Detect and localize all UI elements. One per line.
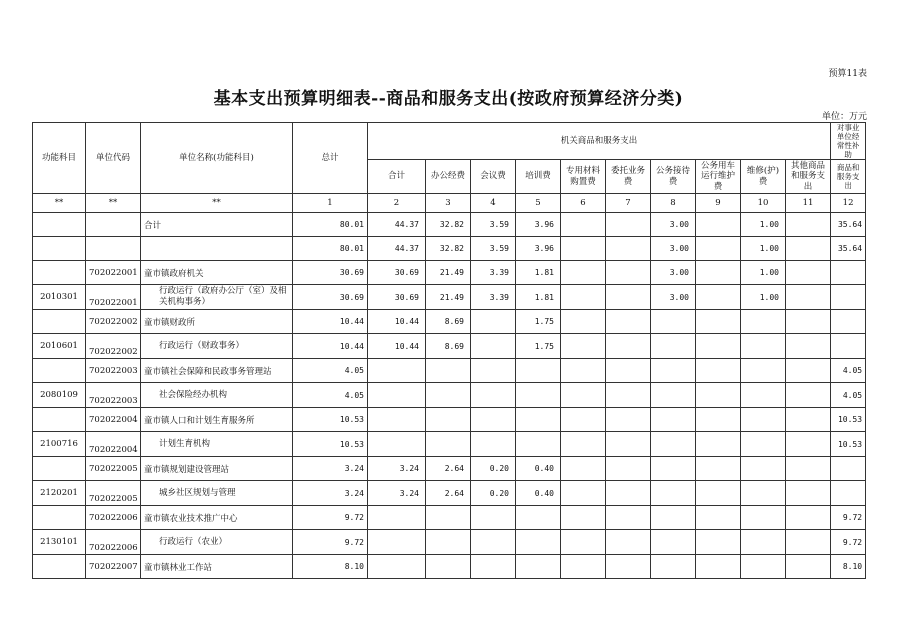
index-cell: 12 <box>831 194 866 213</box>
func-subject-cell: 2010601 <box>33 334 86 359</box>
amount-cell <box>786 359 831 383</box>
index-cell: 8 <box>651 194 696 213</box>
amount-cell <box>561 285 606 310</box>
amount-cell <box>786 481 831 506</box>
amount-cell <box>831 457 866 481</box>
amount-cell: 35.64 <box>831 237 866 261</box>
amount-cell <box>426 555 471 579</box>
amount-cell <box>741 481 786 506</box>
amount-cell <box>606 237 651 261</box>
amount-cell <box>471 530 516 555</box>
unit-name-cell: 行政运行（政府办公厅（室）及相关机构事务） <box>141 285 293 310</box>
amount-cell: 8.69 <box>426 334 471 359</box>
amount-cell: 3.24 <box>368 457 426 481</box>
subheader-cell: 办公经费 <box>426 160 471 194</box>
amount-cell: 44.37 <box>368 237 426 261</box>
total-cell: 30.69 <box>293 285 368 310</box>
amount-cell <box>696 213 741 237</box>
total-cell: 30.69 <box>293 261 368 285</box>
index-cell: 1 <box>293 194 368 213</box>
amount-cell: 1.00 <box>741 261 786 285</box>
index-cell: ** <box>33 194 86 213</box>
amount-cell <box>696 457 741 481</box>
table-row <box>33 481 866 506</box>
amount-cell <box>786 310 831 334</box>
subheader-cell: 会议费 <box>471 160 516 194</box>
amount-cell <box>426 359 471 383</box>
amount-cell: 0.40 <box>516 457 561 481</box>
amount-cell: 3.00 <box>651 213 696 237</box>
amount-cell <box>831 310 866 334</box>
amount-cell <box>651 359 696 383</box>
total-cell: 10.53 <box>293 408 368 432</box>
index-cell: 9 <box>696 194 741 213</box>
amount-cell <box>471 310 516 334</box>
amount-cell <box>471 359 516 383</box>
amount-cell: 3.00 <box>651 237 696 261</box>
amount-cell <box>368 506 426 530</box>
table-row <box>33 432 866 457</box>
func-subject-cell <box>33 506 86 530</box>
unit-name-cell: 童市镇社会保障和民政事务管理站 <box>141 359 293 383</box>
amount-cell <box>606 213 651 237</box>
unit-code-cell: 702022004 <box>86 432 141 457</box>
unit-name-cell: 童市镇人口和计划生育服务所 <box>141 408 293 432</box>
func-subject-cell: 2010301 <box>33 285 86 310</box>
amount-cell <box>651 432 696 457</box>
amount-cell: 44.37 <box>368 213 426 237</box>
unit-name-cell: 童市镇林业工作站 <box>141 555 293 579</box>
amount-cell: 4.05 <box>831 359 866 383</box>
total-cell: 10.53 <box>293 432 368 457</box>
amount-cell <box>696 383 741 408</box>
total-cell: 3.24 <box>293 481 368 506</box>
amount-cell <box>606 310 651 334</box>
index-cell: 11 <box>786 194 831 213</box>
amount-cell: 0.20 <box>471 457 516 481</box>
unit-name-cell: 行政运行（财政事务） <box>141 334 293 359</box>
amount-cell <box>606 506 651 530</box>
amount-cell <box>606 555 651 579</box>
amount-cell: 3.39 <box>471 261 516 285</box>
amount-cell <box>471 383 516 408</box>
unit-name-cell: 合计 <box>141 213 293 237</box>
amount-cell: 32.82 <box>426 237 471 261</box>
amount-cell <box>426 530 471 555</box>
amount-cell <box>696 359 741 383</box>
amount-cell <box>831 285 866 310</box>
amount-cell <box>651 383 696 408</box>
amount-cell <box>426 506 471 530</box>
amount-cell <box>696 506 741 530</box>
amount-cell <box>741 506 786 530</box>
unit-code-cell: 702022005 <box>86 457 141 481</box>
amount-cell <box>471 506 516 530</box>
amount-cell <box>831 334 866 359</box>
amount-cell <box>516 555 561 579</box>
amount-cell: 2.64 <box>426 481 471 506</box>
unit-name-cell: 童市镇规划建设管理站 <box>141 457 293 481</box>
amount-cell <box>368 555 426 579</box>
amount-cell: 2.64 <box>426 457 471 481</box>
amount-cell <box>786 213 831 237</box>
amount-cell <box>561 506 606 530</box>
amount-cell: 3.00 <box>651 285 696 310</box>
unit-code-cell: 702022006 <box>86 506 141 530</box>
index-cell: 3 <box>426 194 471 213</box>
amount-cell <box>786 555 831 579</box>
unit-name-cell: 城乡社区规划与管理 <box>141 481 293 506</box>
unit-code-cell <box>86 237 141 261</box>
amount-cell: 3.96 <box>516 237 561 261</box>
amount-cell <box>426 383 471 408</box>
table-body <box>33 213 866 579</box>
index-cell: 10 <box>741 194 786 213</box>
unit-code-cell: 702022004 <box>86 408 141 432</box>
amount-cell: 9.72 <box>831 506 866 530</box>
unit-label: 单位：万元 <box>821 112 867 122</box>
table-row <box>33 237 866 261</box>
func-subject-cell <box>33 359 86 383</box>
header-group-subsidy: 对事业单位经常性补助 <box>831 123 866 160</box>
amount-cell: 1.00 <box>741 237 786 261</box>
amount-cell <box>426 408 471 432</box>
func-subject-cell: 2120201 <box>33 481 86 506</box>
header-total: 总计 <box>293 123 368 194</box>
amount-cell: 3.96 <box>516 213 561 237</box>
index-cell: ** <box>141 194 293 213</box>
table-row <box>33 261 866 285</box>
header-group-goods: 机关商品和服务支出 <box>368 123 831 160</box>
total-cell: 10.44 <box>293 310 368 334</box>
amount-cell <box>786 432 831 457</box>
amount-cell <box>786 530 831 555</box>
amount-cell: 9.72 <box>831 530 866 555</box>
subheader-cell: 培训费 <box>516 160 561 194</box>
total-cell: 4.05 <box>293 359 368 383</box>
func-subject-cell: 2100716 <box>33 432 86 457</box>
amount-cell <box>741 334 786 359</box>
subheader-cell: 专用材料购置费 <box>561 160 606 194</box>
amount-cell: 3.24 <box>368 481 426 506</box>
amount-cell <box>368 408 426 432</box>
amount-cell <box>561 334 606 359</box>
amount-cell: 8.10 <box>831 555 866 579</box>
total-cell: 80.01 <box>293 213 368 237</box>
amount-cell <box>471 334 516 359</box>
amount-cell <box>606 481 651 506</box>
amount-cell: 30.69 <box>368 261 426 285</box>
amount-cell <box>561 481 606 506</box>
func-subject-cell <box>33 261 86 285</box>
amount-cell: 1.00 <box>741 213 786 237</box>
amount-cell <box>368 383 426 408</box>
amount-cell <box>786 506 831 530</box>
amount-cell <box>471 555 516 579</box>
amount-cell: 0.20 <box>471 481 516 506</box>
subheader-cell: 其他商品和服务支出 <box>786 160 831 194</box>
amount-cell <box>606 457 651 481</box>
amount-cell <box>696 237 741 261</box>
amount-cell: 3.39 <box>471 285 516 310</box>
amount-cell <box>786 383 831 408</box>
header-unit-name: 单位名称(功能科目) <box>141 123 293 194</box>
table-row <box>33 359 866 383</box>
amount-cell: 4.05 <box>831 383 866 408</box>
unit-code-cell: 702022003 <box>86 359 141 383</box>
unit-code-cell: 702022006 <box>86 530 141 555</box>
amount-cell: 3.59 <box>471 237 516 261</box>
amount-cell <box>606 359 651 383</box>
header-unit-code: 单位代码 <box>86 123 141 194</box>
amount-cell <box>696 408 741 432</box>
unit-code-cell: 702022002 <box>86 310 141 334</box>
amount-cell: 10.44 <box>368 310 426 334</box>
amount-cell <box>651 481 696 506</box>
amount-cell: 1.00 <box>741 285 786 310</box>
table-row <box>33 383 866 408</box>
amount-cell <box>696 481 741 506</box>
amount-cell <box>741 408 786 432</box>
total-cell: 8.10 <box>293 555 368 579</box>
amount-cell <box>561 530 606 555</box>
unit-name-cell: 社会保险经办机构 <box>141 383 293 408</box>
func-subject-cell <box>33 555 86 579</box>
amount-cell <box>786 457 831 481</box>
amount-cell <box>516 359 561 383</box>
table-row <box>33 457 866 481</box>
unit-code-cell: 702022001 <box>86 285 141 310</box>
amount-cell <box>516 530 561 555</box>
amount-cell: 0.40 <box>516 481 561 506</box>
total-cell: 9.72 <box>293 530 368 555</box>
amount-cell <box>786 237 831 261</box>
func-subject-cell <box>33 457 86 481</box>
amount-cell <box>696 310 741 334</box>
amount-cell <box>651 310 696 334</box>
func-subject-cell <box>33 213 86 237</box>
amount-cell <box>651 555 696 579</box>
amount-cell <box>786 408 831 432</box>
amount-cell <box>696 285 741 310</box>
amount-cell <box>368 530 426 555</box>
unit-code-cell: 702022005 <box>86 481 141 506</box>
unit-name-cell: 童市镇政府机关 <box>141 261 293 285</box>
amount-cell <box>471 408 516 432</box>
amount-cell <box>696 530 741 555</box>
amount-cell <box>606 334 651 359</box>
table-row <box>33 213 866 237</box>
amount-cell <box>561 237 606 261</box>
amount-cell: 3.59 <box>471 213 516 237</box>
amount-cell: 21.49 <box>426 261 471 285</box>
amount-cell: 10.44 <box>368 334 426 359</box>
index-cell: 7 <box>606 194 651 213</box>
amount-cell <box>606 383 651 408</box>
table-row <box>33 408 866 432</box>
subheader-cell: 公务用车运行维护费 <box>696 160 741 194</box>
index-cell: 5 <box>516 194 561 213</box>
table-row <box>33 285 866 310</box>
subheader-cell: 维修(护)费 <box>741 160 786 194</box>
header-func-subject: 功能科目 <box>33 123 86 194</box>
index-row <box>33 194 866 213</box>
subheader-cell: 商品和服务支出 <box>831 160 866 194</box>
amount-cell: 32.82 <box>426 213 471 237</box>
index-cell: 6 <box>561 194 606 213</box>
amount-cell <box>561 213 606 237</box>
amount-cell <box>786 285 831 310</box>
index-cell: 4 <box>471 194 516 213</box>
total-cell: 3.24 <box>293 457 368 481</box>
unit-code-cell: 702022007 <box>86 555 141 579</box>
amount-cell <box>606 261 651 285</box>
amount-cell <box>561 310 606 334</box>
amount-cell <box>651 334 696 359</box>
amount-cell: 1.75 <box>516 334 561 359</box>
subheader-cell: 委托业务费 <box>606 160 651 194</box>
amount-cell <box>651 457 696 481</box>
amount-cell <box>561 408 606 432</box>
page-title: 基本支出预算明细表--商品和服务支出(按政府预算经济分类) <box>213 89 684 109</box>
amount-cell <box>696 261 741 285</box>
subheader-cell: 公务接待费 <box>651 160 696 194</box>
total-cell: 4.05 <box>293 383 368 408</box>
unit-name-cell: 童市镇财政所 <box>141 310 293 334</box>
unit-name-cell: 童市镇农业技术推广中心 <box>141 506 293 530</box>
amount-cell <box>368 432 426 457</box>
unit-code-cell: 702022003 <box>86 383 141 408</box>
amount-cell <box>368 359 426 383</box>
table-row <box>33 506 866 530</box>
amount-cell <box>786 334 831 359</box>
amount-cell <box>741 555 786 579</box>
amount-cell <box>831 261 866 285</box>
amount-cell <box>786 261 831 285</box>
amount-cell <box>561 432 606 457</box>
amount-cell: 21.49 <box>426 285 471 310</box>
amount-cell <box>741 359 786 383</box>
amount-cell <box>651 506 696 530</box>
amount-cell <box>741 432 786 457</box>
amount-cell: 10.53 <box>831 432 866 457</box>
unit-code-cell: 702022001 <box>86 261 141 285</box>
func-subject-cell: 2130101 <box>33 530 86 555</box>
table-row <box>33 530 866 555</box>
amount-cell <box>606 432 651 457</box>
subheader-cell: 合计 <box>368 160 426 194</box>
amount-cell <box>471 432 516 457</box>
amount-cell: 35.64 <box>831 213 866 237</box>
index-cell: 2 <box>368 194 426 213</box>
amount-cell: 1.81 <box>516 261 561 285</box>
amount-cell <box>561 555 606 579</box>
func-subject-cell <box>33 408 86 432</box>
amount-cell <box>696 555 741 579</box>
amount-cell <box>426 432 471 457</box>
total-cell: 10.44 <box>293 334 368 359</box>
func-subject-cell: 2080109 <box>33 383 86 408</box>
amount-cell <box>696 334 741 359</box>
amount-cell: 1.81 <box>516 285 561 310</box>
amount-cell <box>831 481 866 506</box>
amount-cell <box>516 432 561 457</box>
table-row <box>33 310 866 334</box>
amount-cell <box>741 530 786 555</box>
document-code: 预算11表 <box>828 69 867 79</box>
amount-cell: 8.69 <box>426 310 471 334</box>
amount-cell <box>561 383 606 408</box>
amount-cell <box>516 506 561 530</box>
amount-cell <box>741 310 786 334</box>
unit-name-cell <box>141 237 293 261</box>
amount-cell <box>696 432 741 457</box>
amount-cell: 30.69 <box>368 285 426 310</box>
amount-cell <box>741 383 786 408</box>
total-cell: 9.72 <box>293 506 368 530</box>
unit-name-cell: 计划生育机构 <box>141 432 293 457</box>
amount-cell <box>516 408 561 432</box>
amount-cell: 3.00 <box>651 261 696 285</box>
amount-cell <box>561 261 606 285</box>
unit-code-cell <box>86 213 141 237</box>
amount-cell <box>741 457 786 481</box>
amount-cell <box>606 408 651 432</box>
amount-cell <box>561 359 606 383</box>
amount-cell <box>516 383 561 408</box>
amount-cell <box>606 530 651 555</box>
amount-cell <box>606 285 651 310</box>
unit-name-cell: 行政运行（农业） <box>141 530 293 555</box>
func-subject-cell <box>33 237 86 261</box>
index-cell: ** <box>86 194 141 213</box>
amount-cell <box>651 408 696 432</box>
amount-cell: 10.53 <box>831 408 866 432</box>
amount-cell <box>561 457 606 481</box>
amount-cell: 1.75 <box>516 310 561 334</box>
table-row <box>33 555 866 579</box>
table-row <box>33 334 866 359</box>
unit-code-cell: 702022002 <box>86 334 141 359</box>
amount-cell <box>651 530 696 555</box>
total-cell: 80.01 <box>293 237 368 261</box>
budget-table <box>32 122 866 579</box>
func-subject-cell <box>33 310 86 334</box>
